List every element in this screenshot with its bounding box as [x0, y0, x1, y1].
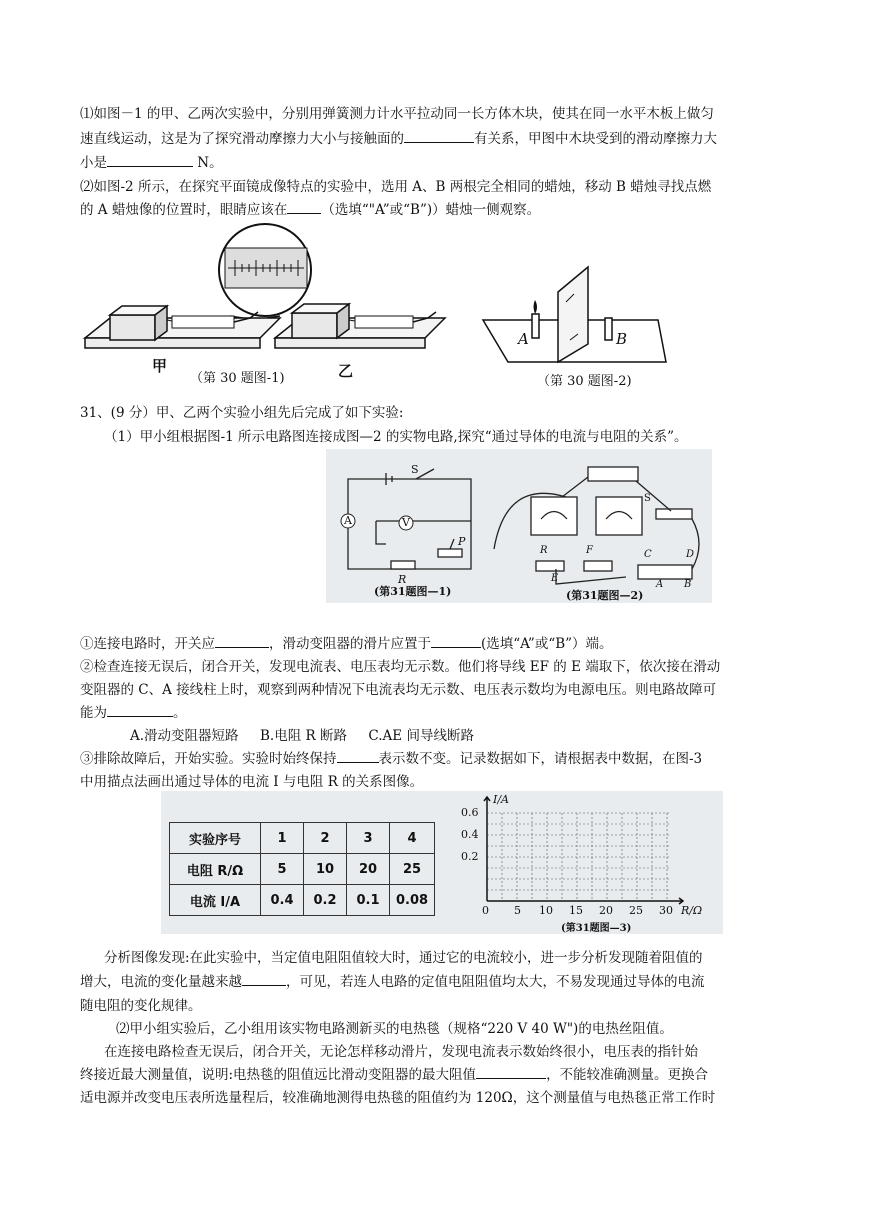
photo-label-f: F	[586, 545, 593, 556]
graph-xtick: 5	[514, 904, 521, 917]
table-cell: 0.2	[304, 885, 347, 916]
q30-line-2: 速直线运动，这是为了探究滑动摩擦力大小与接触面的 有关系，甲图中木块受到的滑动摩擦力大	[80, 128, 792, 151]
analysis-line-3: 随电阻的变化规律。	[80, 998, 202, 1014]
graph-ytick: 0.6	[461, 806, 479, 819]
figure-30-2	[478, 262, 668, 367]
q31-options: A.滑动变阻器短路 B.电阻 R 断路 C.AE 间导线断路	[130, 728, 474, 744]
q30-line-3: 小是 N。	[80, 152, 792, 175]
photo-label-r: R	[540, 545, 548, 556]
circuit-s-label: S	[411, 463, 419, 476]
table-row	[170, 885, 435, 916]
table-cell: 25	[390, 854, 435, 885]
answer-blank[interactable]	[107, 152, 193, 167]
graph-ytick: 0.2	[461, 850, 479, 863]
q30-line-1: ⑴如图－1 的甲、乙两次实验中，分别用弹簧测力计水平拉动同一长方体木块，使其在同一水平木板上做匀	[80, 106, 714, 122]
answer-blank[interactable]	[476, 1064, 546, 1079]
table-cell: 2	[304, 823, 347, 854]
circuit-v-label: V	[402, 516, 410, 529]
answer-blank[interactable]	[107, 702, 173, 717]
q30-line-5: 的 A 蜡烛像的位置时，眼睛应该在 （选填“"A”或“B”)）蜡烛一侧观察。	[80, 199, 792, 222]
graph-xtick: 10	[539, 904, 553, 917]
answer-blank[interactable]	[337, 748, 379, 763]
graph-ylabel: I/A	[493, 793, 509, 806]
part2-line-3: 适电源并改变电压表所选量程后，较准确地测得电热毯的阻值约为 120Ω，这个测量值与电热毯正常工作时	[80, 1090, 716, 1106]
answer-blank[interactable]	[404, 128, 474, 143]
analysis-line-2: 增大，电流的变化量越来越 ，可见，若连人电路的定值电阻阻值均太大，不易发现通过导体的电流	[80, 971, 792, 994]
table-cell: 3	[347, 823, 390, 854]
fig31-2-caption: (第31题图—2)	[566, 589, 644, 602]
answer-blank[interactable]	[242, 971, 286, 986]
table-cell: 0.1	[347, 885, 390, 916]
circuit-a-label: A	[344, 514, 352, 527]
fig31-1-caption: (第31题图—1)	[374, 585, 452, 598]
photo-label-c: C	[644, 549, 652, 560]
graph-xtick: 20	[599, 904, 613, 917]
graph-xtick: 0	[482, 904, 489, 917]
q31-part-2: ⑵甲小组实验后，乙小组用该实物电路测新买的电热毯（规格“220 V 40 W")的电热丝阻值。	[116, 1021, 673, 1037]
part2-line-2: 终接近最大测量值，说明:电热毯的阻值远比滑动变阻器的最大阻值 ，不能较准确测量。更换合	[80, 1064, 792, 1087]
table-header: 实验序号	[170, 823, 261, 854]
answer-blank[interactable]	[287, 199, 321, 214]
graph-ytick: 0.4	[461, 828, 479, 841]
q31-step-3b: 中用描点法画出通过导体的电流 I 与电阻 R 的关系图像。	[80, 774, 424, 790]
q31-step-2c: 能为 。	[80, 702, 792, 725]
photo-label-d: D	[686, 549, 695, 560]
answer-blank[interactable]	[431, 633, 481, 648]
table-cell: 20	[347, 854, 390, 885]
table-cell: 5	[261, 854, 304, 885]
fig2-label-a: A	[518, 330, 529, 348]
data-table	[169, 822, 435, 916]
circuit-r-label: R	[398, 573, 407, 586]
q31-step-1: ①连接电路时，开关应 ，滑动变阻器的滑片应置于 (选填“A”或“B”）端。	[80, 633, 792, 656]
photo-label-a: A	[656, 579, 664, 590]
photo-label-b: B	[684, 579, 692, 590]
graph-xtick: 25	[629, 904, 643, 917]
q31-step-3a: ③排除故障后，开始实验。实验时始终保持 表示数不变。记录数据如下，请根据表中数据，在图-3	[80, 748, 792, 771]
fig30-2-caption: （第 30 题图-2)	[537, 374, 632, 389]
photo-label-s: S	[644, 493, 651, 504]
graph-xlabel: R/Ω	[681, 904, 703, 917]
q31-title: 31、(9 分）甲、乙两个实验小组先后完成了如下实验:	[80, 405, 404, 421]
table-cell: 4	[390, 823, 435, 854]
table-cell: 1	[261, 823, 304, 854]
q31-intro: （1）甲小组根据图-1 所示电路图连接成图—2 的实物电路,探究“通过导体的电流与电阻的关系”。	[104, 429, 688, 445]
empty-graph[interactable]	[461, 791, 701, 916]
table-cell: 0.4	[261, 885, 304, 916]
figure-31-1-2	[326, 449, 712, 603]
table-header: 电阻 R/Ω	[170, 854, 261, 885]
fig1-label-jia: 甲	[152, 357, 168, 375]
graph-xtick: 15	[569, 904, 583, 917]
table-cell: 0.08	[390, 885, 435, 916]
table-row	[170, 854, 435, 885]
answer-blank[interactable]	[215, 633, 269, 648]
table-header: 电流 I/A	[170, 885, 261, 916]
q31-step-2b: 变阻器的 C、A 接线柱上时，观察到两种情况下电流表均无示数、电压表示数均为电源电压。则电路故障可	[80, 682, 717, 698]
figure-30-1	[80, 220, 450, 360]
fig31-3-caption: (第31题图—3)	[561, 923, 632, 934]
table-cell: 10	[304, 854, 347, 885]
graph-xtick: 30	[659, 904, 673, 917]
analysis-line-1: 分析图像发现:在此实验中，当定值电阻阻值较大时，通过它的电流较小，进一步分析发现随着阻值的	[104, 950, 703, 966]
part2-line-1: 在连接电路检查无误后，闭合开关，无论怎样移动滑片，发现电流表示数始终很小，电压表的指针始	[104, 1044, 698, 1060]
fig30-1-caption: （第 30 题图-1)	[190, 371, 285, 386]
photo-label-e: E	[551, 573, 559, 584]
fig1-label-yi: 乙	[338, 362, 354, 380]
q30-line-4: ⑵如图-2 所示，在探究平面镜成像特点的实验中，选用 A、B 两根完全相同的蜡烛，移动 B 蜡烛寻找点燃	[80, 179, 712, 195]
circuit-p-label: P	[458, 535, 466, 548]
q31-step-2a: ②检查连接无误后，闭合开关，发现电流表、电压表均无示数。他们将导线 EF 的 E 端取下，依次接在滑动	[80, 659, 721, 675]
table-row	[170, 823, 435, 854]
figure-31-3	[161, 791, 723, 934]
fig2-label-b: B	[616, 330, 628, 348]
